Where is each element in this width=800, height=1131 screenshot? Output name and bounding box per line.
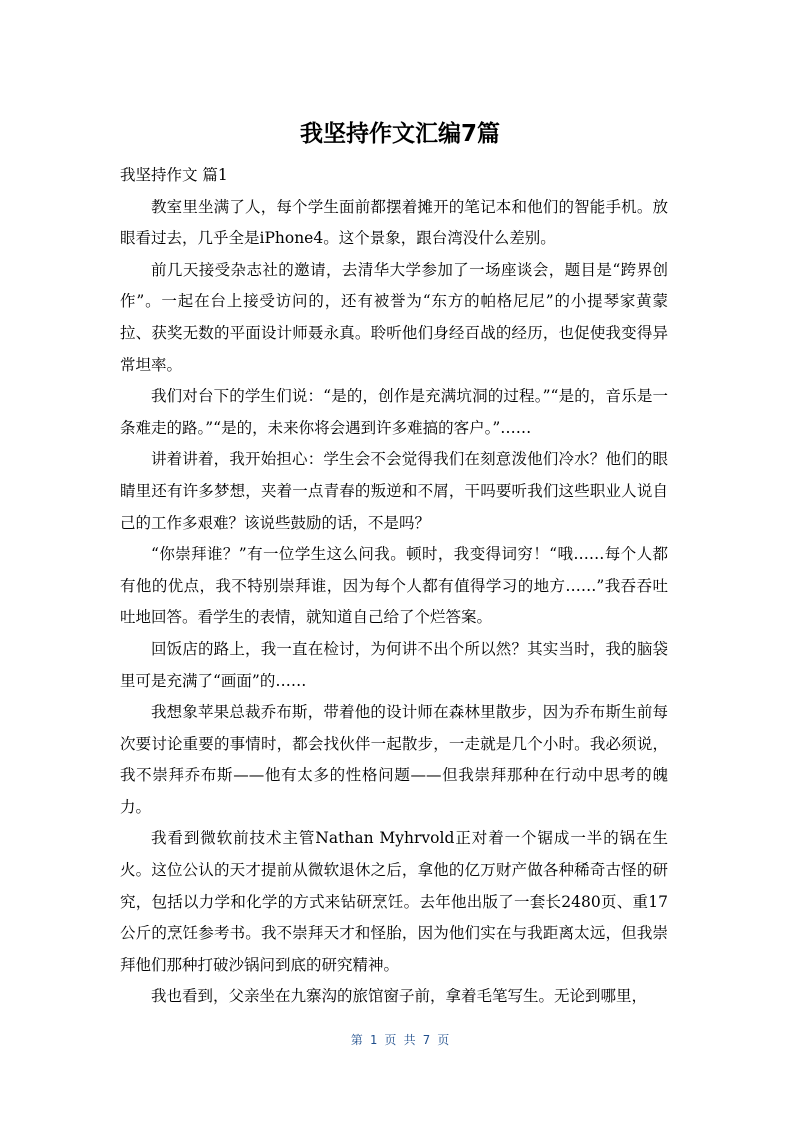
paragraph-3: 我们对台下的学生们说：“是的，创作是充满坑洞的过程。”“是的，音乐是一条难走的路。”“是的，未来你将会遇到许多难搞的客户。”…… [120,387,668,437]
paragraph-8: 我看到微软前技术主管Nathan Myhrvold正对着一个锯成一半的锅在生火。这位公认的天才提前从微软退休之后，拿他的亿万财产做各种稀奇古怪的研究，包括以力学和化学的方式来钻研烹饪。去年他出版了一套长2480页、重17公斤的烹饪参考书。我不崇拜天才和怪胎，因为他们实在与我距离太远，但我崇拜他们那种打破沙锅问到底的研究精神。 [120,829,668,974]
paragraph-6: 回饭店的路上，我一直在检讨，为何讲不出个所以然？其实当时，我的脑袋里可是充满了“画面”的…… [120,639,668,690]
paragraph-1: 教室里坐满了人，每个学生面前都摆着摊开的笔记本和他们的智能手机。放眼看过去，几乎全是iPhone4。这个景象，跟台湾没什么差别。 [120,197,668,248]
document-title: 我坚持作文汇编7篇 [299,121,500,147]
paragraph-9: 我也看到，父亲坐在九寨沟的旅馆窗子前，拿着毛笔写生。无论到哪里， [151,987,648,1006]
document-body [120,160,668,1013]
paragraph-7: 我想象苹果总裁乔布斯，带着他的设计师在森林里散步，因为乔布斯生前每次要讨论重要的事情时，都会找伙伴一起散步，一走就是几个小时。我必须说，我不崇拜乔布斯——他有太多的性格问题——但我崇拜那种在行动中思考的魄力。 [120,703,668,816]
section-label: 我坚持作文 篇1 [120,166,228,184]
paragraph-5: “你崇拜谁？”有一位学生这么问我。顿时，我变得词穷！“哦……每个人都有他的优点，我不特别崇拜谁，因为每个人都有值得学习的地方……”我吞吞吐吐地回答。看学生的表情，就知道自己给了个烂答案。 [120,545,668,627]
paragraph-2: 前几天接受杂志社的邀请，去清华大学参加了一场座谈会，题目是“跨界创作”。一起在台上接受访问的，还有被誉为“东方的帕格尼尼”的小提琴家黄蒙拉、获奖无数的平面设计师聂永真。聆听他们身经百战的经历，也促使我变得异常坦率。 [120,260,668,374]
page-footer: 第 1 页 共 7 页 [350,1033,450,1047]
paragraph-4: 讲着讲着，我开始担心：学生会不会觉得我们在刻意泼他们冷水？他们的眼睛里还有许多梦想，夹着一点青春的叛逆和不屑，干吗要听我们这些职业人说自己的工作多艰难？该说些鼓励的话，不是吗？ [120,450,668,532]
